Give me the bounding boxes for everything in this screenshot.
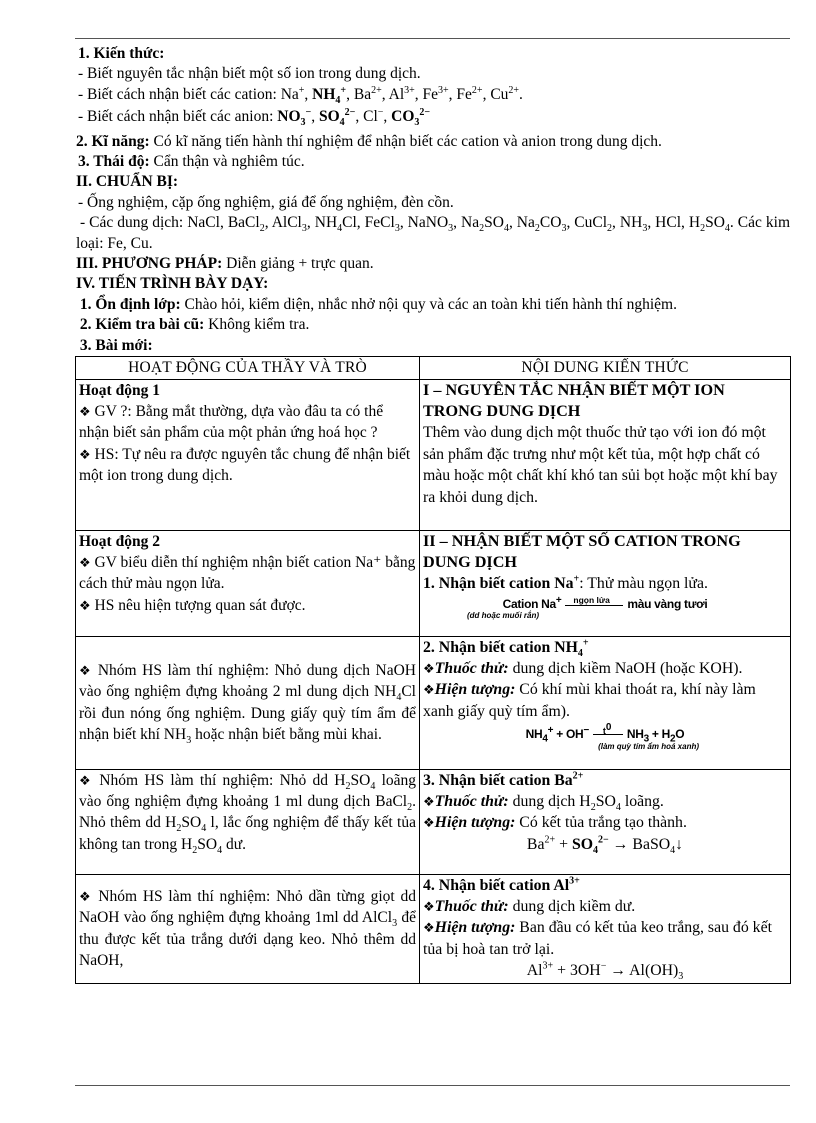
diamond-bullet-icon: ❖ bbox=[423, 920, 435, 936]
row3-right: 2. Nhận biết cation $NH_4^+$ ❖Thuốc thử: dung dịch kiềm NaOH (hoặc KOH). ❖Hiện tượng: Có khí mùi khai thoát ra, khí này làm xanh giấy quỳ tím ẩm). $NH_4^+ + OH^-$ $t^0$ $NH_3 + H_2O$ (làm quỳ tím ẩm hoá xanh) bbox=[420, 636, 791, 769]
top-rule bbox=[75, 38, 790, 39]
row1-left: Hoạt động 1 ❖ GV ?: Bằng mắt thường, dựa vào đâu ta có thể nhận biết sản phẩm của một phản ứng hoá học ? ❖ HS: Tự nêu ra được nguyên tắc chung để nhận biết một ion trong dung dịch. bbox=[76, 379, 420, 530]
table-row bbox=[76, 636, 791, 769]
table-row bbox=[76, 769, 791, 874]
diamond-bullet-icon: ❖ bbox=[423, 898, 435, 914]
table-row bbox=[76, 530, 791, 636]
diamond-bullet-icon: ❖ bbox=[79, 554, 91, 570]
diamond-bullet-icon: ❖ bbox=[423, 793, 435, 809]
row3-left: ❖ Nhóm HS làm thí nghiệm: Nhỏ dung dịch NaOH vào ống nghiệm đựng khoảng 2 ml dung dịch $NH_4Cl$ rồi đun nóng ống nghiệm. Dung giấy quỳ tím ẩm để nhận biết khí $NH_3$ hoặc nhận biết bằng mùi khai. bbox=[76, 636, 420, 769]
diamond-bullet-icon: ❖ bbox=[79, 888, 93, 904]
procedure-step-2: 2. Kiểm tra bài cũ: Không kiểm tra. bbox=[79, 316, 310, 334]
document-body bbox=[76, 44, 790, 984]
row2-right: II – NHẬN BIẾT MỘT SỐ CATION TRONG DUNG DỊCH 1. Nhận biết cation Na+: Thử màu ngọn lửa. Cation Na+ ngọn lửa màu vàng tươi (dd hoặc muối rắn) bbox=[420, 530, 791, 636]
procedure-step-3: 3. Bài mới: bbox=[79, 336, 153, 354]
nh4-equation: $NH_4^+ + OH^-$ $t^0$ $NH_3 + H_2O$ (làm quỳ tím ẩm hoá xanh) bbox=[525, 722, 699, 752]
knowledge-line-3: - Biết cách nhận biết các anion: $NO_3^-$, $SO_4^{2-}$, Cl−, $CO_3^{2-}$ bbox=[78, 107, 431, 129]
table-header-left: HOẠT ĐỘNG CỦA THẦY VÀ TRÒ bbox=[76, 357, 420, 379]
row4-left: ❖ Nhóm HS làm thí nghiệm: Nhỏ dd $H_2SO_4$ loãng vào ống nghiệm đựng khoảng 1 ml dung dịch BaCl$_2$. Nhỏ thêm dd $H_2SO_4$ l, lắc ống nghiệm để thấy kết tủa không tan trong $H_2SO_4$ dư. bbox=[76, 769, 420, 874]
diamond-bullet-icon: ❖ bbox=[79, 446, 91, 462]
section-preparation-title: II. CHUẨN BỊ: bbox=[76, 173, 179, 191]
diamond-bullet-icon: ❖ bbox=[423, 660, 435, 676]
procedure-step-1: 1. Ổn định lớp: Chào hỏi, kiểm diện, nhắc nhở nội quy và các an toàn khi tiến hành thí nghiệm. bbox=[79, 295, 677, 313]
arrow-icon bbox=[565, 605, 623, 606]
preparation-line-1: - Ống nghiệm, cặp ống nghiệm, giá để ống nghiệm, đèn cồn. bbox=[78, 193, 454, 211]
section-method: III. PHƯƠNG PHÁP: Diễn giảng + trực quan. bbox=[76, 255, 374, 273]
knowledge-line-2: - Biết cách nhận biết các cation: Na+, $NH_4^+$, $Ba^{2+}$, $Al^{3+}$, $Fe^{3+}$, $Fe^{2+}$, $Cu^{2+}$. bbox=[78, 84, 523, 106]
section-procedure-title: IV. TIẾN TRÌNH BÀY DẠY: bbox=[76, 275, 269, 293]
row1-right: I – NGUYÊN TẮC NHẬN BIẾT MỘT ION TRONG DUNG DỊCH Thêm vào dung dịch một thuốc thử tạo với ion đó một sản phẩm đặc trưng như một kết tủa, một hợp chất có màu hoặc một chất khí khó tan sủi bọt hoặc một khí bay ra khỏi dung dịch. bbox=[420, 379, 791, 530]
table-header-right: NỘI DUNG KIẾN THỨC bbox=[420, 357, 791, 379]
diamond-bullet-icon: ❖ bbox=[423, 815, 435, 831]
section-attitude: 3. Thái độ: Cẩn thận và nghiêm túc. bbox=[78, 153, 305, 171]
ba-equation: $Ba^{2+} + SO_4^{2-}$ → BaSO$_4$↓ bbox=[526, 834, 684, 856]
na-flame-equation: Cation Na+ ngọn lửa màu vàng tươi (dd hoặc muối rắn) bbox=[467, 594, 708, 620]
row5-right: 4. Nhận biết cation $Al^{3+}$ ❖Thuốc thử: dung dịch kiềm dư. ❖Hiện tượng: Ban đầu có kết tủa keo trắng, sau đó kết tủa bị hoà tan trở lại. $Al^{3+} + 3OH^- \to Al(OH)_3$ bbox=[420, 874, 791, 983]
bottom-rule bbox=[75, 1085, 790, 1086]
diamond-bullet-icon: ❖ bbox=[79, 597, 91, 613]
table-row bbox=[76, 874, 791, 983]
row4-right: 3. Nhận biết cation $Ba^{2+}$ ❖Thuốc thử: dung dịch $H_2SO_4$ loãng. ❖Hiện tượng: Có kết tủa trắng tạo thành. $Ba^{2+} + SO_4^{2-}$ → BaSO$_4$↓ bbox=[420, 769, 791, 874]
al-equation: $Al^{3+} + 3OH^- \to Al(OH)_3$ bbox=[526, 960, 684, 983]
table-row bbox=[76, 379, 791, 530]
diamond-bullet-icon: ❖ bbox=[79, 403, 91, 419]
row2-left: Hoạt động 2 ❖ GV biểu diễn thí nghiệm nhận biết cation Na⁺ bằng cách thử màu ngọn lửa. ❖ HS nêu hiện tượng quan sát được. bbox=[76, 530, 420, 636]
diamond-bullet-icon: ❖ bbox=[79, 662, 93, 678]
section-knowledge-title: 1. Kiến thức: bbox=[78, 45, 165, 62]
row5-left: ❖ Nhóm HS làm thí nghiệm: Nhỏ dần từng giọt dd NaOH vào ống nghiệm đựng khoảng 1ml dd AlCl$_3$ để thu được kết tủa trắng dưới dạng keo. Nhỏ thêm dd NaOH, bbox=[76, 874, 420, 983]
knowledge-line-1: - Biết nguyên tắc nhận biết một số ion trong dung dịch. bbox=[78, 65, 421, 83]
lesson-table bbox=[75, 356, 791, 983]
section-skill: 2. Kĩ năng: Có kĩ năng tiến hành thí nghiệm để nhận biết các cation và anion trong dung dịch. bbox=[76, 132, 662, 150]
diamond-bullet-icon: ❖ bbox=[423, 682, 435, 698]
diamond-bullet-icon: ❖ bbox=[79, 772, 94, 788]
preparation-line-2: - Các dung dịch: NaCl, BaCl$_2$, AlCl$_3$, $NH_4Cl$, FeCl$_3$, NaNO$_3$, $Na_2SO_4$, $Na_2CO_3$, CuCl$_2$, $NH_3$, HCl, $H_2SO_4$. Các kim loại: Fe, Cu. bbox=[76, 214, 791, 252]
